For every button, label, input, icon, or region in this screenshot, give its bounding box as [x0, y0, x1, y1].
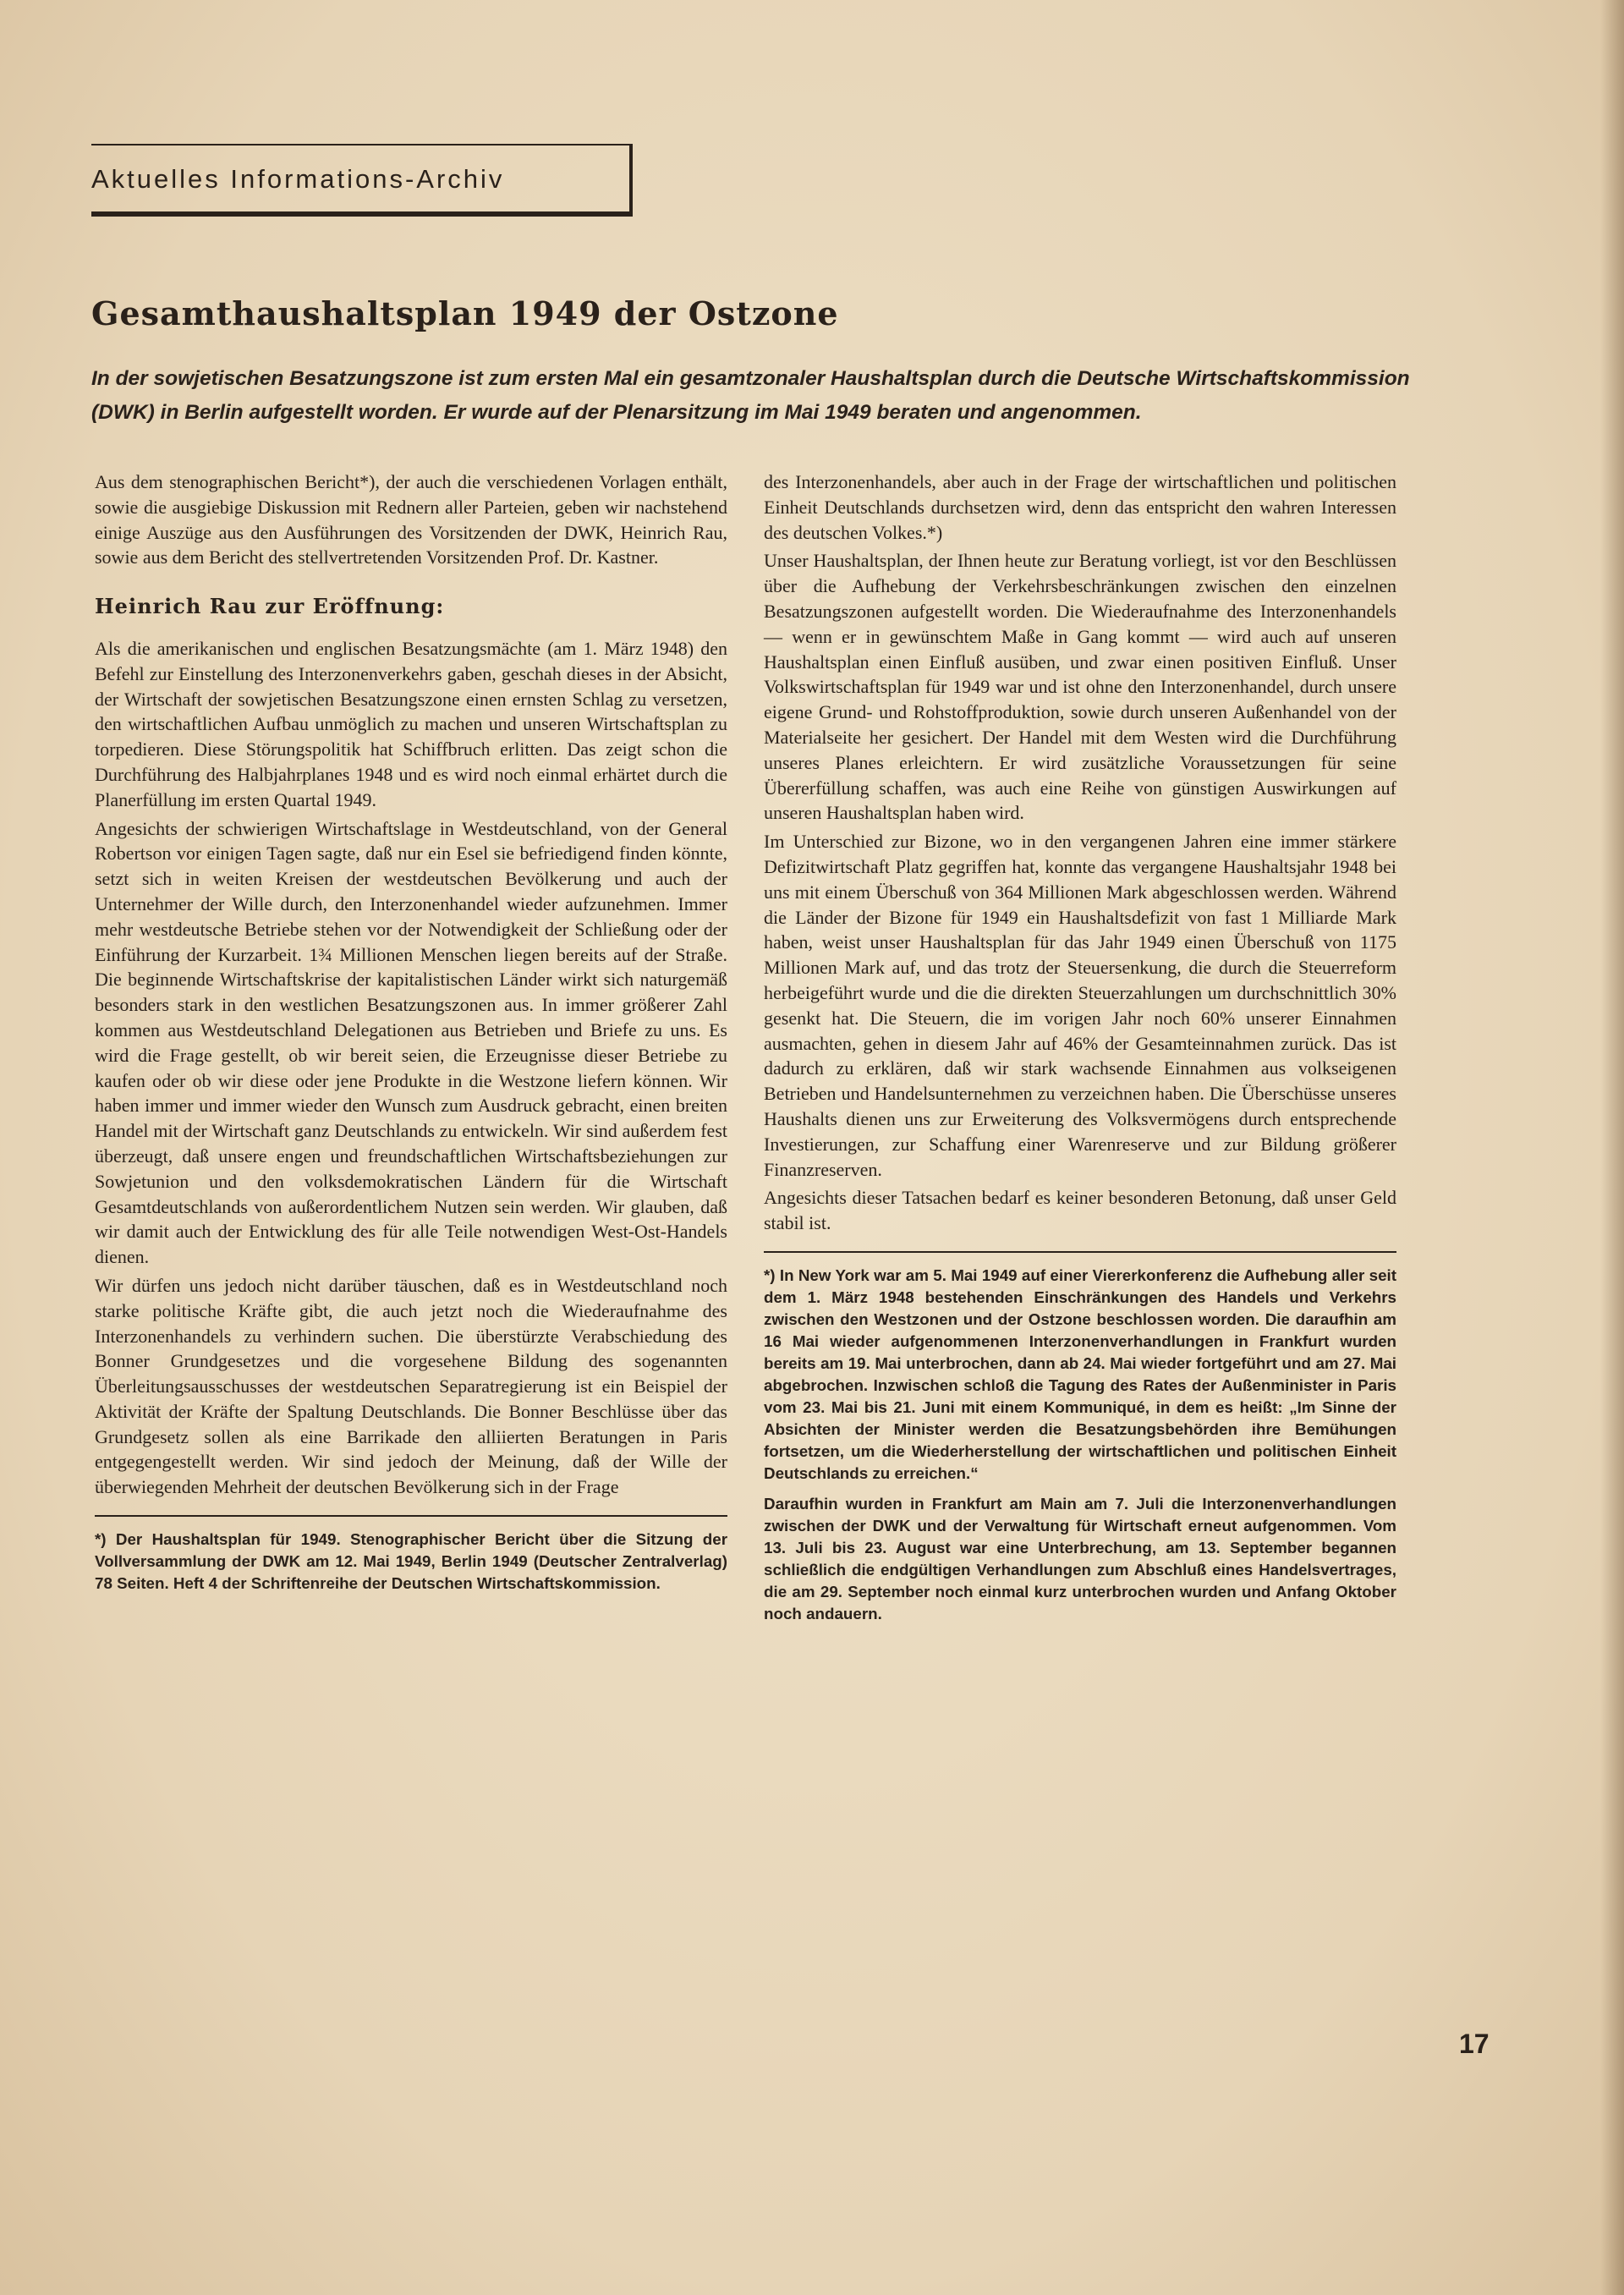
body-paragraph: Als die amerikanischen und englischen Besatzungsmächte (am 1. März 1948) den Befehl zur Einstellung des Interzonenverkehrs gaben, geschah dieses in der Absicht, der Wirtschaft der sowjetischen Besatzungszone einen ernsten Schlag zu versetzen, den wirtschaftlichen Aufbau unmöglich zu machen und unseren Wirtschaftsplan zu torpedieren. Diese Störungspolitik hat Schiffbruch erlitten. Das zeigt schon die Durchführung des Halbjahrplanes 1948 und es wird noch einmal erhärtet durch die Planerfüllung im ersten Quartal 1949. [95, 637, 727, 810]
section-header-box [91, 144, 633, 217]
page-number: 17 [1459, 2029, 1490, 2059]
right-column [764, 469, 1396, 1633]
section-header-label: Aktuelles Informations-Archiv [91, 164, 505, 194]
footnote-text: *) In New York war am 5. Mai 1949 auf einer Viererkonferenz die Aufhebung aller seit dem 1. März 1948 bestehenden Einschränkungen des Handels und Verkehrs zwischen den Westzonen und der Ostzone beschlossen worden. Die daraufhin am 16 Mai wieder aufgenommenen Interzonenverhandlungen in Frankfurt wurden bereits am 19. Mai unterbrochen, dann ab 24. Mai wieder fortgeführt und am 27. Mai abgebrochen. Inzwischen schloß die Tagung des Rates der Außenminister in Paris vom 23. Mai bis 21. Juni mit einem Kommuniqué, in dem es heißt: „Im Sinne der Absichten der Minister werden die Besatzungsbehörden ihre Bemühungen fortsetzen, um die Wiederherstellung der wirtschaftlichen und politischen Einheit Deutschlands zu erreichen.“ [764, 1266, 1396, 1482]
footnote-text: *) Der Haushaltsplan für 1949. Stenographischer Bericht über die Sitzung der Vollversammlung der DWK am 12. Mai 1949, Berlin 1949 (Deutscher Zentralverlag) 78 Seiten. Heft 4 der Schriftenreihe der Deutschen Wirtschaftskommission. [95, 1530, 727, 1593]
body-paragraph: Unser Haushaltsplan, der Ihnen heute zur Beratung vorliegt, ist vor den Beschlüssen über die Aufhebung der Verkehrsbeschränkungen zwischen den einzelnen Besatzungszonen aufgestellt worden. Die Wiederaufnahme des Interzonenhandels — wenn er in gewünschtem Maße in Gang kommt — wird auch auf unseren Haushaltsplan einen Einfluß ausüben, und zwar einen positiven Einfluß. Unser Volkswirtschaftsplan für 1949 war und ist ohne den Interzonenhandel, durch unsere eigene Grund- und Rohstoffproduktion, sowie durch unseren Außenhandel von der Materialseite her gesichert. Der Handel mit dem Westen wird die Durchführung unseres Planes erleichtern. Er wird zusätzliche Voraussetzungen für seine Übererfüllung schaffen, was auch eine Reihe von günstigen Auswirkungen auf unseren Haushaltsplan haben wird. [764, 550, 1396, 824]
footnote-text: Daraufhin wurden in Frankfurt am Main am 7. Juli die Interzonenverhandlungen zwischen der DWK und der Verwaltung für Wirtschaft erneut aufgenommen. Vom 13. Juli bis 23. August war eine Unterbrechung, am 13. September begannen schließlich die endgültigen Verhandlungen zum Abschluß eines Handelsvertrages, die am 29. September noch einmal kurz unterbrochen wurden und Anfang Oktober noch andauern. [764, 1494, 1396, 1622]
article-lead: In der sowjetischen Besatzungszone ist zum ersten Mal ein gesamtzonaler Haushaltsplan durch die Deutsche Wirtschaftskommission (DWK) in Berlin aufgestellt worden. Er wurde auf der Plenarsitzung im Mai 1949 beraten und angenommen. [91, 367, 1410, 424]
body-paragraph: Im Unterschied zur Bizone, wo in den vergangenen Jahren eine immer stärkere Defizitwirtschaft Platz gegriffen hat, konnte das vergangene Haushaltsjahr 1948 bei uns mit einem Überschuß von 364 Millionen Mark abgeschlossen werden. Während die Länder der Bizone für 1949 ein Haushaltsdefizit von fast 1 Milliarde Mark haben, weist unser Haushaltsplan für das Jahr 1949 einen Überschuß von 1175 Millionen Mark auf, und das trotz der Steuersenkung, die durch die Steuerreform herbeigeführt wurde und die die direkten Steuerzahlungen um durchschnittlich 30% gesenkt hat. Die Steuern, die im vorigen Jahr noch 60% unserer Einnahmen ausmachten, gehen in diesem Jahr auf 46% der Gesamteinnahmen zurück. Das ist dadurch zu erklären, daß wir stark wachsende Einnahmen aus volkseigenen Betrieben und Handelsunternehmen zu verzeichnen haben. Die Überschüsse unseres Haushalts dienen uns zur Erweiterung des Volksvermögens durch entsprechende Investierungen, zur Schaffung einer Warenreserve und zur Bildung größerer Finanzreserven. [764, 831, 1396, 1180]
footnote-divider [95, 1515, 727, 1517]
article-title: Gesamthaushaltsplan 1949 der Ostzone [91, 294, 839, 332]
left-column [95, 469, 727, 1603]
subheading: Heinrich Rau zur Eröffnung: [95, 594, 445, 619]
intro-paragraph: Aus dem stenographischen Bericht*), der auch die verschiedenen Vorlagen enthält, sowie die ausgiebige Diskussion mit Rednern aller Parteien, geben wir nachstehend einige Auszüge aus den Ausführungen des Vorsitzenden der DWK, Heinrich Rau, sowie aus dem Bericht des stellvertretenden Vorsitzenden Prof. Dr. Kastner. [95, 471, 727, 568]
body-paragraph: des Interzonenhandels, aber auch in der Frage der wirtschaftlichen und politischen Einheit Deutschlands durchsetzen wird, denn das entspricht den wahren Interessen des deutschen Volkes.*) [764, 471, 1396, 543]
footnote-right [764, 1265, 1396, 1625]
body-paragraph: Angesichts dieser Tatsachen bedarf es keiner besonderen Betonung, daß unser Geld stabil ist. [764, 1187, 1396, 1234]
footnote-divider [764, 1251, 1396, 1253]
body-paragraph: Wir dürfen uns jedoch nicht darüber täuschen, daß es in Westdeutschland noch starke politische Kräfte gibt, die auch jetzt noch die Wiederaufnahme des Interzonenhandels zu verhindern suchen. Die überstürzte Verabschiedung des Bonner Grundgesetzes und die vorgesehene Bildung des sogenannten Überleitungsausschusses der westdeutschen Separatregierung ist ein Beispiel der Aktivität der Kräfte der Spaltung Deutschlands. Die Bonner Beschlüsse über das Grundgesetz sollen als eine Barrikade den alliierten Beratungen in Paris entgegengestellt werden. Wir sind jedoch der Meinung, daß der Wille der überwiegenden Mehrheit der deutschen Bevölkerung sich in der Frage [95, 1274, 727, 1498]
footnote-left [95, 1529, 727, 1595]
page-edge-shadow [1600, 0, 1624, 2295]
body-paragraph: Angesichts der schwierigen Wirtschaftslage in Westdeutschland, von der General Robertson vor einigen Tagen sagte, daß nur ein Esel sie befriedigend finden könnte, setzt sich in weiten Kreisen der westdeutschen Bevölkerung und auch der Unternehmer der Wille durch, den Interzonenhandel wieder aufzunehmen. Immer mehr westdeutsche Betriebe stehen vor der Notwendigkeit der Schließung oder der Einführung der Kurzarbeit. 1¾ Millionen Menschen liegen bereits auf der Straße. Die beginnende Wirtschaftskrise der kapitalistischen Länder wirkt sich naturgemäß besonders stark in den westlichen Besatzungszonen aus. In immer größerer Zahl kommen aus Westdeutschland Delegationen aus Betrieben und Briefe zu uns. Es wird die Frage gestellt, ob wir bereit seien, die Erzeugnisse dieser Betriebe zu kaufen oder ob wir diese oder jene Produkte in die Westzone liefern können. Wir haben immer und immer wieder den Wunsch zum Ausdruck gebracht, einen breiten Handel mit der Wirtschaft ganz Deutschlands zu entwickeln. Wir sind außerdem fest überzeugt, daß unsere engen und freundschaftlichen Wirtschaftsbeziehungen zur Sowjetunion und den volksdemokratischen Ländern für die Wirtschaft Gesamtdeutschlands von außerordentlichem Nutzen sein werden. Wir glauben, daß wir damit auch der Entwicklung des für alle Teile notwendigen West-Ost-Handels dienen. [95, 817, 727, 1268]
